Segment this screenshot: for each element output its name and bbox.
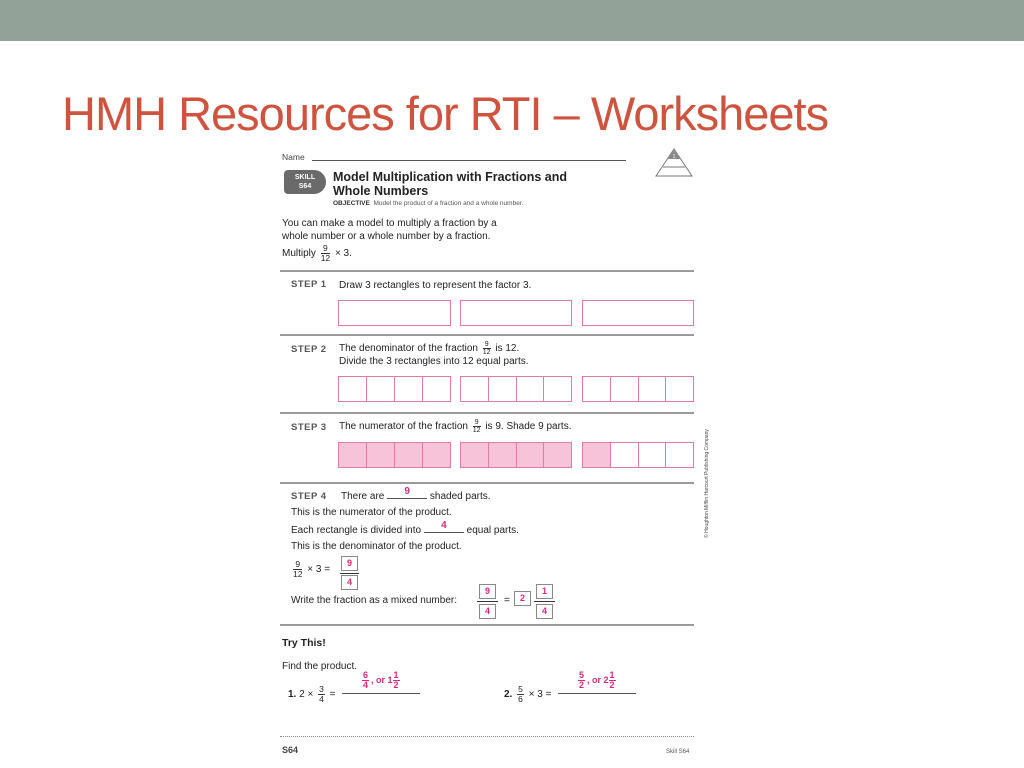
numerator-line: This is the numerator of the product. xyxy=(291,507,452,518)
step2-text xyxy=(339,341,519,356)
answer-line xyxy=(342,693,420,694)
fraction-denominator: 12 xyxy=(320,253,331,263)
part xyxy=(544,377,571,401)
divided-line xyxy=(291,520,519,538)
fraction-numerator: 9 xyxy=(474,419,479,426)
mixed-label: Write the fraction as a mixed number: xyxy=(291,595,457,606)
step3-part xyxy=(423,443,450,467)
step2-rect-2 xyxy=(460,376,572,402)
step2-line2: Divide the 3 rectangles into 12 equal parts. xyxy=(339,356,529,367)
step1-rect-2 xyxy=(460,300,572,326)
step3-part xyxy=(583,443,611,467)
answer-fraction xyxy=(362,671,369,690)
fraction xyxy=(293,560,302,579)
problem-2-b: × 3 = xyxy=(528,689,552,701)
denominator: 2 xyxy=(393,680,399,690)
numerator: 5 xyxy=(579,670,585,680)
intro-line1: You can make a model to multiply a fraction by a xyxy=(282,218,497,229)
step3-part xyxy=(489,443,517,467)
fraction xyxy=(473,419,481,434)
step1-text: Draw 3 rectangles to represent the factor 3. xyxy=(339,280,532,291)
top-accent-bar xyxy=(0,0,1024,41)
step3-part xyxy=(611,443,639,467)
mixed-fraction xyxy=(609,671,616,690)
multiply-label: Multiply xyxy=(282,248,316,260)
step3-rect-1 xyxy=(338,442,451,468)
divider xyxy=(280,624,694,626)
step4-label: STEP 4 xyxy=(291,491,327,502)
find-product-text: Find the product. xyxy=(282,661,358,672)
divider xyxy=(280,482,694,484)
footer-left: S64 xyxy=(282,745,299,755)
problem-1-eq: = xyxy=(329,689,336,701)
fraction-numerator: 9 xyxy=(484,341,489,348)
equation xyxy=(291,560,330,579)
problem-1 xyxy=(288,685,335,704)
step2-text-a: The denominator of the fraction xyxy=(339,343,478,355)
numerator: 1 xyxy=(393,670,399,680)
problem-2 xyxy=(504,685,551,704)
step3-part xyxy=(639,443,667,467)
denominator-line: This is the denominator of the product. xyxy=(291,541,462,552)
step2-text-b: is 12. xyxy=(495,343,520,355)
step3-text xyxy=(339,419,572,434)
eq-times: × 3 = xyxy=(307,564,331,576)
step3-part xyxy=(517,443,545,467)
part xyxy=(461,377,489,401)
name-label: Name xyxy=(282,152,305,162)
divided-into-text: Each rectangle is divided into xyxy=(291,525,422,536)
part xyxy=(583,377,611,401)
mixed-fraction xyxy=(393,671,400,690)
svg-text:1: 1 xyxy=(672,154,676,160)
part xyxy=(489,377,517,401)
worksheet-image xyxy=(280,148,710,763)
rem-den-box: 4 xyxy=(536,604,553,619)
footer-divider xyxy=(280,736,694,737)
mixed-num-box: 9 xyxy=(479,584,496,599)
step2-rect-3 xyxy=(582,376,694,402)
fraction-bar xyxy=(534,601,555,602)
step3-part xyxy=(544,443,571,467)
part xyxy=(639,377,667,401)
whole-box: 2 xyxy=(514,591,531,606)
step4-there-are xyxy=(341,486,491,504)
denominator: 4 xyxy=(363,680,369,690)
step1-rect-1 xyxy=(338,300,451,326)
numerator: 3 xyxy=(319,684,324,694)
skill-badge-line1: SKILL xyxy=(294,174,316,181)
step3-label: STEP 3 xyxy=(291,422,327,433)
equal-answer: 4 xyxy=(424,519,464,533)
equal-parts-text: equal parts. xyxy=(466,525,519,536)
problem-1-fraction xyxy=(318,685,325,704)
answer-fraction xyxy=(578,671,585,690)
problem-2-fraction xyxy=(517,685,524,704)
fraction-numerator: 9 xyxy=(321,244,330,254)
fraction-denominator: 12 xyxy=(472,427,481,434)
step3-text-b: is 9. Shade 9 parts. xyxy=(485,421,572,433)
problem-2-number: 2. xyxy=(504,689,513,701)
footer-right: Skill S64 xyxy=(666,749,690,755)
numerator: 5 xyxy=(518,684,523,694)
part xyxy=(423,377,450,401)
part xyxy=(367,377,395,401)
skill-badge-line2: S64 xyxy=(298,183,312,190)
fraction-bar xyxy=(340,573,359,574)
denominator: 2 xyxy=(609,680,615,690)
mixed-den-box: 4 xyxy=(479,604,496,619)
problem-1-answer xyxy=(360,671,402,690)
objective-text: Model the product of a fraction and a whole number. xyxy=(373,200,524,207)
step3-part xyxy=(461,443,489,467)
intro-line2: whole number or a whole number by a fraction. xyxy=(282,231,491,242)
copyright-text: © Houghton Mifflin Harcourt Publishing Company xyxy=(704,429,710,538)
or-text: , or 2 xyxy=(587,674,609,685)
fraction-numerator: 9 xyxy=(293,560,302,570)
denominator: 2 xyxy=(579,680,585,690)
step3-part xyxy=(367,443,395,467)
worksheet-title xyxy=(333,170,623,198)
part xyxy=(517,377,545,401)
title-line1: Model Multiplication with Fractions and xyxy=(333,170,568,184)
divider xyxy=(280,270,694,272)
step1-label: STEP 1 xyxy=(291,279,327,290)
problem-2-answer xyxy=(576,671,618,690)
part xyxy=(611,377,639,401)
problem-1-number: 1. xyxy=(288,689,297,701)
there-are-text: There are xyxy=(341,491,385,502)
step3-rect-3 xyxy=(582,442,694,468)
part xyxy=(339,377,367,401)
objective xyxy=(333,200,523,207)
title-line2: Whole Numbers xyxy=(333,184,429,198)
fraction-denominator: 12 xyxy=(293,569,303,579)
step3-part xyxy=(666,443,693,467)
fraction xyxy=(483,341,491,356)
answer-line xyxy=(558,693,636,694)
mixed-equals: = xyxy=(504,595,510,606)
slide-title: HMH Resources for RTI – Worksheets xyxy=(62,87,829,140)
skill-badge xyxy=(284,170,326,194)
step3-text-a: The numerator of the fraction xyxy=(339,421,468,433)
divider xyxy=(280,334,694,336)
step1-rect-3 xyxy=(582,300,694,326)
numerator: 6 xyxy=(363,670,369,680)
denominator: 6 xyxy=(518,694,523,704)
answer-box-numerator: 9 xyxy=(341,556,358,571)
try-this-heading: Try This! xyxy=(282,637,326,649)
answer-box-denominator: 4 xyxy=(341,575,358,590)
tier-triangle-icon xyxy=(654,148,694,178)
name-line xyxy=(312,160,626,161)
shaded-answer: 9 xyxy=(387,485,427,499)
step2-label: STEP 2 xyxy=(291,344,327,355)
fraction xyxy=(321,244,330,263)
step3-part xyxy=(395,443,423,467)
numerator: 1 xyxy=(609,670,615,680)
part xyxy=(666,377,693,401)
step3-rect-2 xyxy=(460,442,572,468)
multiply-line xyxy=(282,244,352,263)
divider xyxy=(280,412,694,414)
fraction-denominator: 12 xyxy=(482,349,491,356)
times-three: × 3. xyxy=(334,248,352,260)
problem-1-a: 2 × xyxy=(299,689,314,701)
or-text: , or 1 xyxy=(371,674,393,685)
step2-rect-1 xyxy=(338,376,451,402)
fraction-bar xyxy=(477,601,498,602)
shaded-parts-text: shaded parts. xyxy=(429,491,491,502)
objective-label: OBJECTIVE xyxy=(333,200,370,207)
denominator: 4 xyxy=(319,694,324,704)
part xyxy=(395,377,423,401)
step3-part xyxy=(339,443,367,467)
rem-num-box: 1 xyxy=(536,584,553,599)
